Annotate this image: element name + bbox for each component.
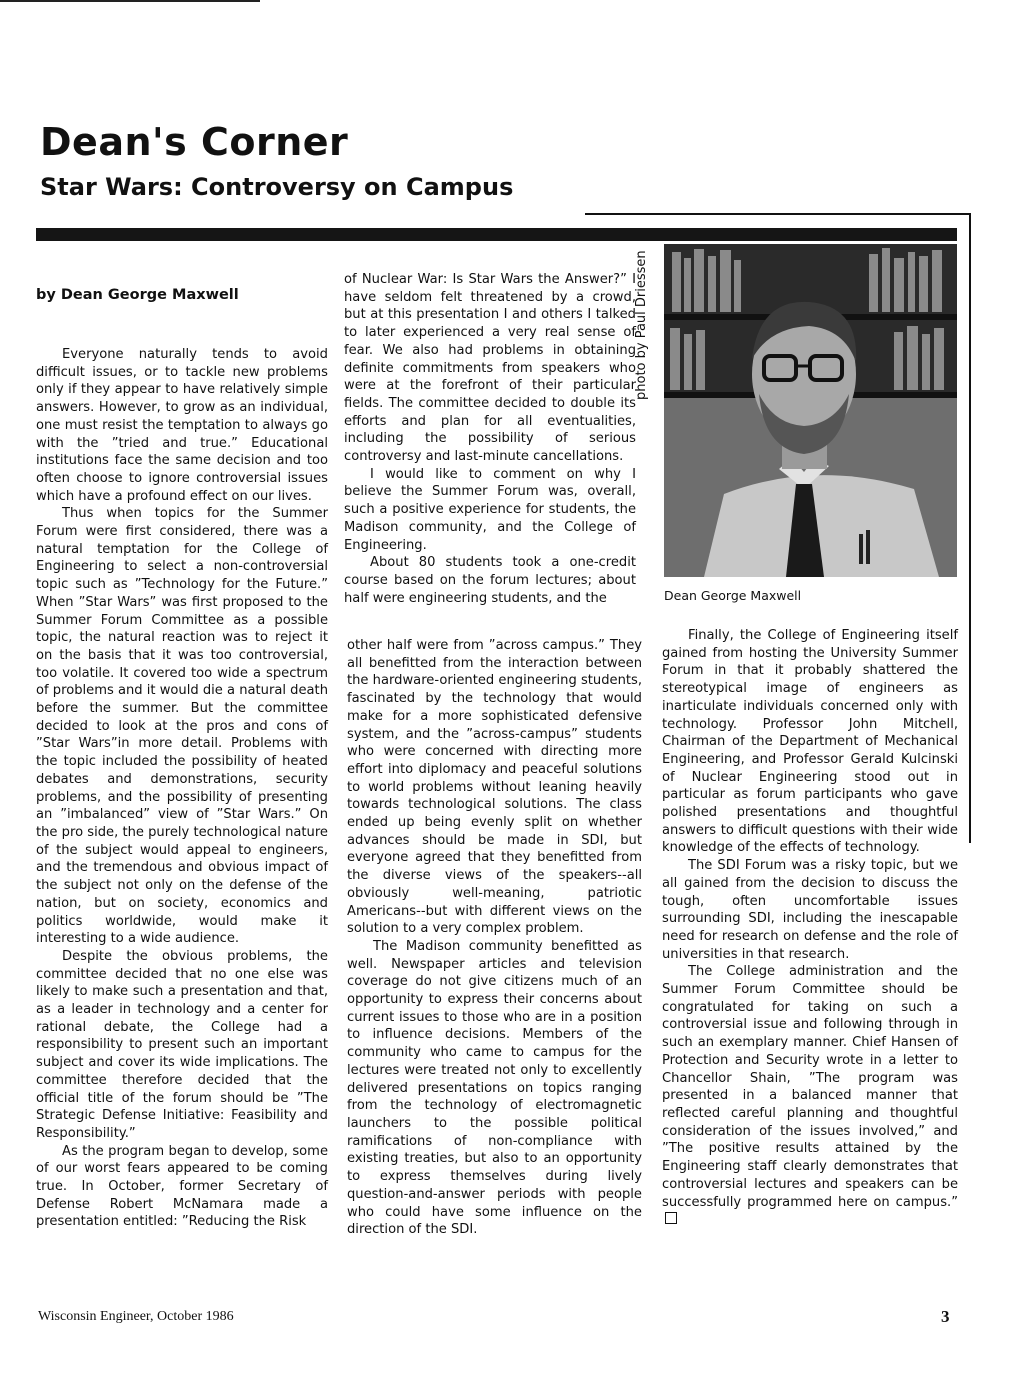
- page-title: Dean's Corner: [40, 120, 349, 164]
- paragraph: About 80 students took a one-credit course based on the forum lectures; about half were engineering students, and the: [344, 555, 636, 606]
- byline: by Dean George Maxwell: [36, 287, 239, 303]
- paragraph: Everyone naturally tends to avoid difficult issues, or to tackle new problems only if they appear to have relatively simple answers. However, to grow as an individual, one must resist the temptation to always go with the ”tried and true.” Educational institutions face the same decision and too often choose to ignore controversial issues which have a profound effect on our lives.: [36, 347, 328, 504]
- article-column-1: [36, 346, 328, 1231]
- paragraph: I would like to comment on why I believe the Summer Forum was, overall, such a positive experience for students, the Madison community, and the College of Engineering.: [344, 466, 636, 553]
- header-thin-rule: [585, 213, 971, 215]
- article-subtitle: Star Wars: Controversy on Campus: [40, 173, 514, 201]
- photo-credit: photo by Paul Driessen: [634, 250, 649, 400]
- photo-caption: Dean George Maxwell: [664, 588, 802, 603]
- paragraph: other half were from ”across campus.” They all benefitted from the interaction between the hardware-oriented engineering students, fascinated by the technology that would make for a more sophisticated defensive system, and the ”across-campus” students who were concerned with directing more effort into diplomacy and peaceful solutions to world problems without leaning heavily towards technological solutions. The class ended up being evenly split on whether advances should be made in SDI, but everyone agreed that they benefitted from the diverse views of the speakers--all obviously well-meaning, patriotic Americans--but with different views on the solution to a very complex problem.: [347, 638, 642, 937]
- right-vertical-rule: [969, 213, 971, 843]
- closing-paragraph-text: The College administration and the Summer Forum Committee should be congratulated for taking on such a controversial issue and following through in such an exemplary manner. Chief Hansen of Protection and Security wrote in a letter to Chancellor Shain, ”The program was presented in a balanced manner that reflected careful planning and thoughtful consideration of the issues involved,” and ”The positive results attained by the Engineering staff clearly demonstrates that controversial lectures and speakers can be successfully programmed here on campus.”: [662, 964, 958, 1210]
- header-thick-rule: [36, 228, 957, 241]
- publication-footer: Wisconsin Engineer, October 1986: [38, 1309, 234, 1324]
- paragraph: Finally, the College of Engineering itself gained from hosting the University Summer Forum in that it probably shattered the stereotypical image of engineers as inarticulate individuals concerned only with technology. Professor John Mitchell, Chairman of the Department of Mechanical Engineering, and Professor Gerald Kulcinski of Nuclear Engineering stood out in particular as forum participants who gave polished presentations and thoughtful answers to difficult questions with their wide knowledge of the effects of technology.: [662, 628, 958, 856]
- paragraph: The SDI Forum was a risky topic, but we all gained from the decision to discuss the tough, often uncomfortable issues surrounding SDI, including the inescapable need for research on defense and the role of universities in that research.: [662, 858, 958, 962]
- paragraph: Despite the obvious problems, the committee decided that no one else was likely to make such a presentation and that, as a leader in technology and a center for rational debate, the College had a responsibility to present such an important subject and cover its wide implications. The committee therefore decided that the official title of the forum should be ”The Strategic Defense Initiative: Feasibility and Responsibility.”: [36, 948, 328, 1141]
- paragraph: Thus when topics for the Summer Forum were first considered, there was a natural temptation for the College of Engineering to select a non-controversial topic such as ”Technology for the Future.” When ”Star Wars” was first proposed to the Summer Forum Committee as a possible topic, the natural reaction was to reject it on the basis that it was too controversial, too volatile. It covered too wide a spectrum of problems and it would die a natural death before the summer. But the committee decided to look at the pros and cons of ”Star Wars”in more detail. Problems with the topic included the possibility of heated debates and demonstrations, security problems, and the possibility of presenting an ”imbalanced” view of ”Star Wars.” On the pro side, the purely technological nature of the subject would appeal to engineers, and the tremendous and obvious impact of the subject not only on the defense of the nation, but on society, economics and politics worldwide, would make it interesting to a wide audience.: [36, 506, 328, 947]
- dean-portrait-photo: [664, 244, 957, 577]
- article-column-2-top: [344, 271, 636, 607]
- paragraph: As the program began to develop, some of our worst fears appeared to be coming true. In October, former Secretary of Defense Robert McNamara made a presentation entitled: ”Reducing the Risk: [36, 1143, 328, 1230]
- article-column-2-bottom: [347, 637, 642, 1239]
- paragraph: The Madison community benefitted as well. Newspaper articles and television coverage do not give citizens much of an opportunity to express their concerns about current issues to those who are in a position to influence decisions. Members of the community who came to campus for the lectures were treated not only to excellently delivered presentations on topics ranging from the technology of electromagnetic launchers to the possible political ramifications of non-compliance with existing treaties, but also to an opportunity to express themselves during lively question-and-answer periods with people who could have some influence on the direction of the SDI.: [347, 938, 642, 1238]
- top-rule: [0, 0, 260, 2]
- end-mark-icon: [665, 1212, 677, 1224]
- portrait-illustration: [664, 244, 957, 577]
- page-number: 3: [941, 1307, 950, 1326]
- article-column-3: [662, 627, 958, 1229]
- paragraph: of Nuclear War: Is Star Wars the Answer?” I have seldom felt threatened by a crowd, but at this presentation I and others I talked to later experienced a very real sense of fear. We also had problems in obtaining definite commitments from speakers who were at the forefront of their particular fields. The committee decided to double its efforts and plan for all eventualities, including the possibility of serious controversy and last-minute cancellations.: [344, 272, 636, 465]
- paragraph: [662, 963, 958, 1229]
